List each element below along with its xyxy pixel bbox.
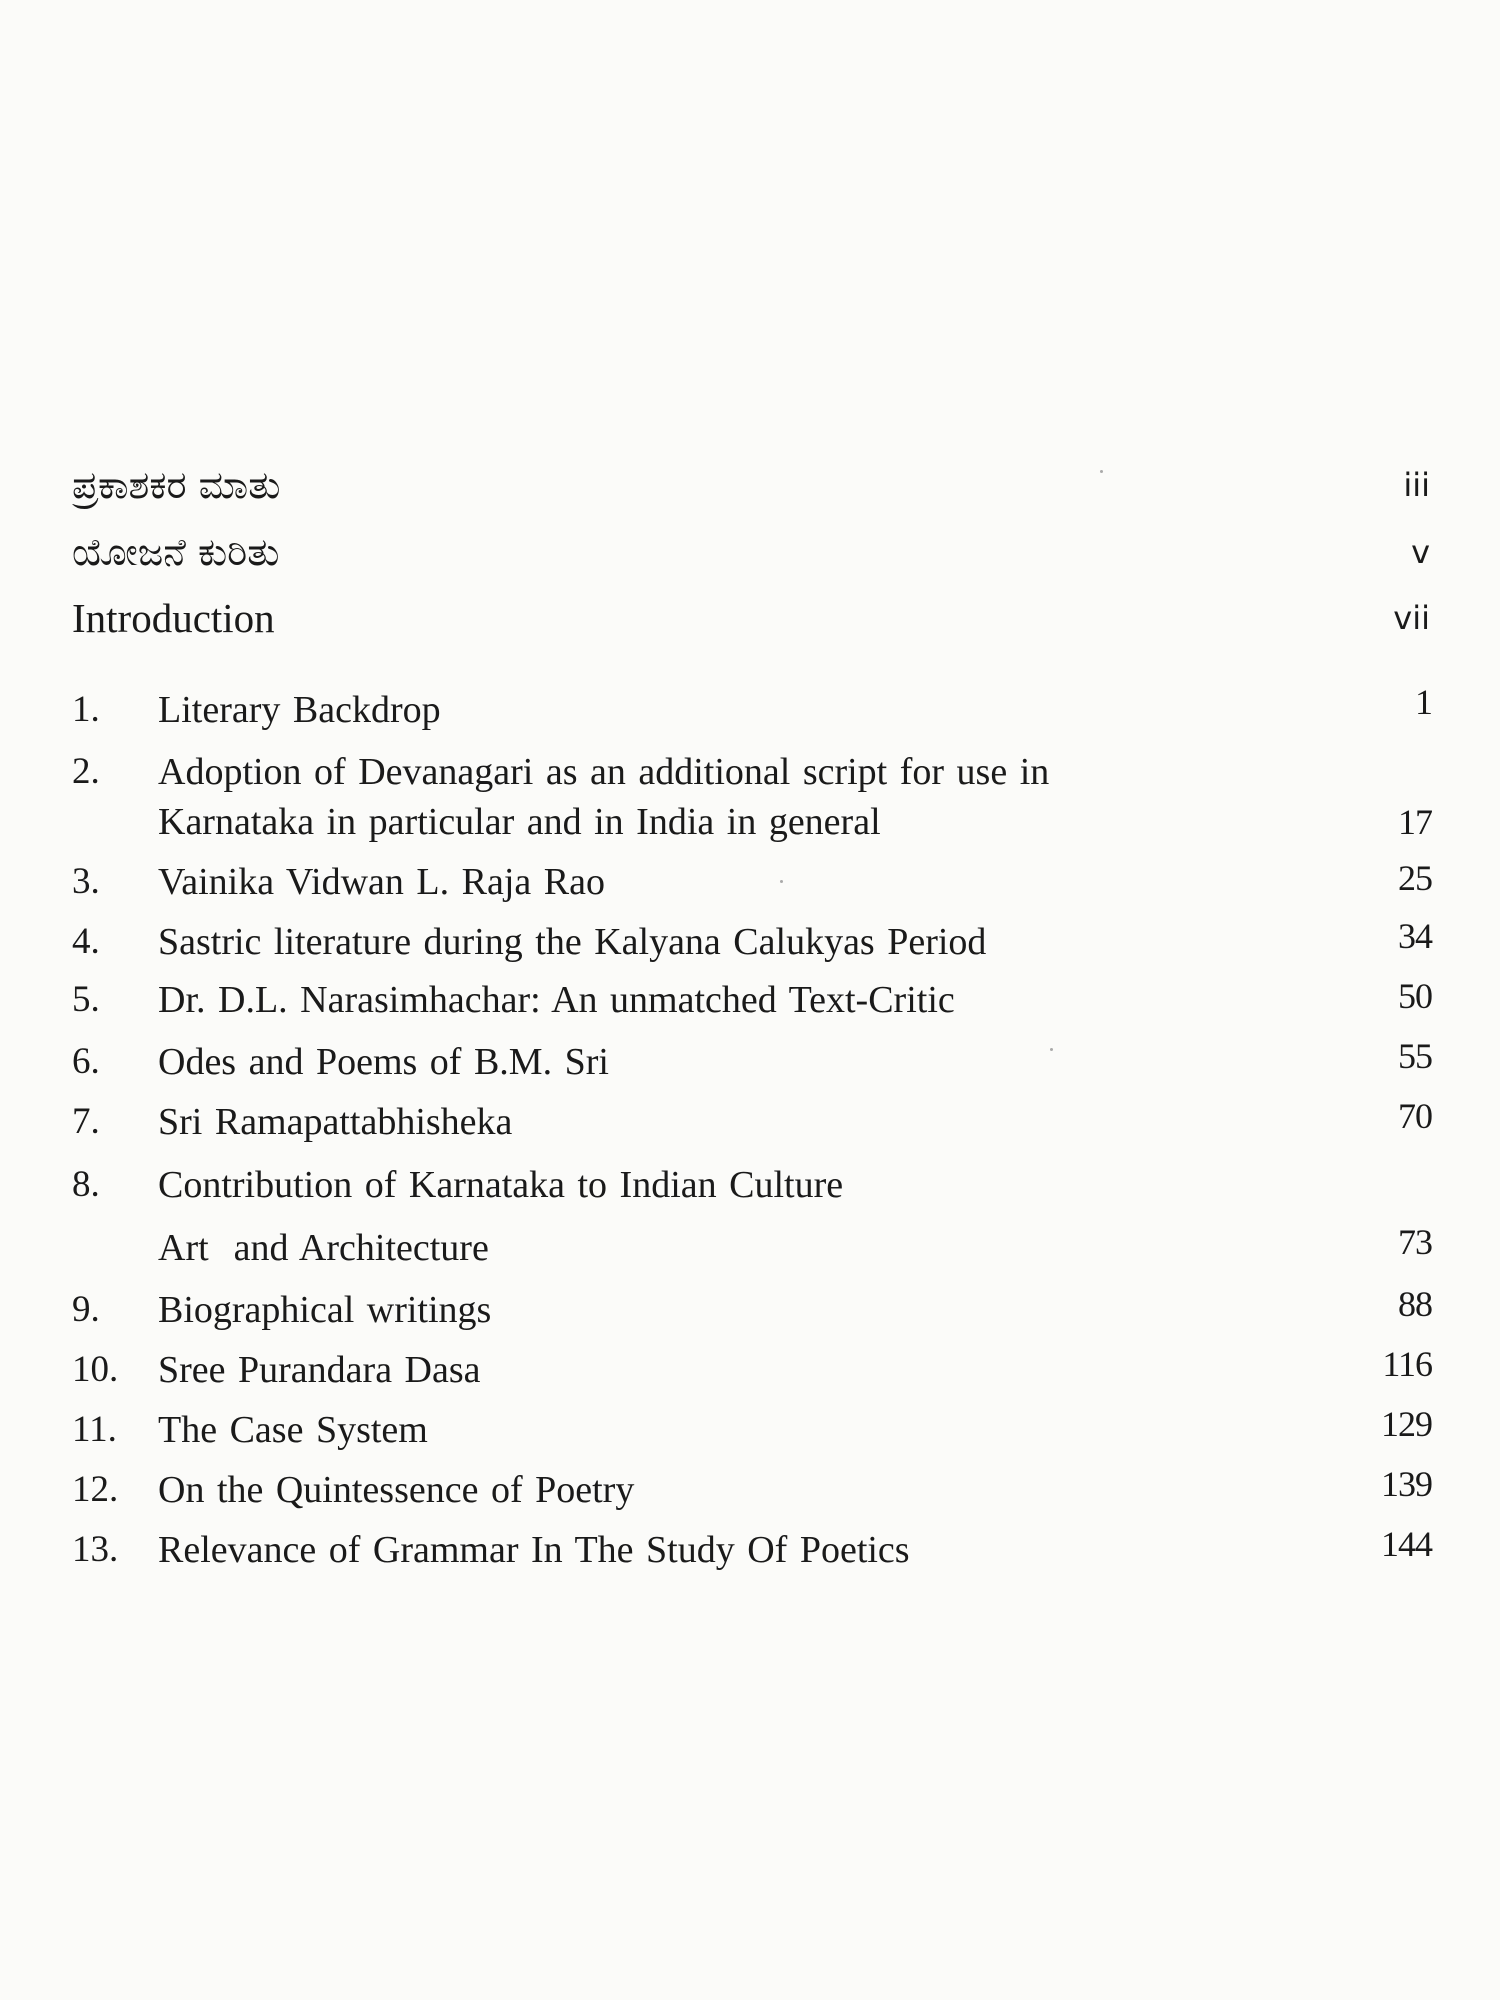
scan-speck xyxy=(780,880,783,883)
chapter-title: Vainika Vidwan L. Raja Rao xyxy=(158,861,605,903)
chapter-page: 55 xyxy=(1398,1036,1432,1076)
chapter-page: 129 xyxy=(1381,1404,1432,1444)
chapter-page: 70 xyxy=(1398,1096,1432,1136)
chapter-number: 5. xyxy=(72,979,100,1020)
front-matter-row xyxy=(0,455,1500,515)
chapter-row xyxy=(0,1032,1500,1092)
chapter-row xyxy=(0,852,1500,912)
chapter-title: Contribution of Karnataka to Indian Culture xyxy=(158,1164,844,1206)
chapter-page: 116 xyxy=(1382,1344,1432,1384)
chapter-number: 3. xyxy=(72,861,100,902)
chapter-number: 1. xyxy=(72,689,100,730)
front-matter-page: vii xyxy=(1393,599,1430,637)
chapter-title: Sastric literature during the Kalyana Calukyas Period xyxy=(158,921,987,963)
scan-speck xyxy=(1100,470,1103,473)
chapter-number: 11. xyxy=(72,1409,117,1450)
chapter-page: 139 xyxy=(1381,1464,1432,1504)
chapter-page: 1 xyxy=(1415,682,1432,722)
chapter-number: 6. xyxy=(72,1041,100,1082)
chapter-row xyxy=(0,1520,1500,1580)
chapter-title: Dr. D.L. Narasimhachar: An unmatched Text-Critic xyxy=(158,979,955,1021)
front-matter-page: v xyxy=(1411,533,1430,571)
chapter-row xyxy=(0,1280,1500,1340)
chapter-row xyxy=(0,1340,1500,1400)
chapter-page: 50 xyxy=(1398,976,1432,1016)
chapter-page: 25 xyxy=(1398,858,1432,898)
chapter-row xyxy=(0,1092,1500,1152)
chapter-page: 88 xyxy=(1398,1284,1432,1324)
chapter-page: 73 xyxy=(1398,1222,1432,1262)
chapter-number: 4. xyxy=(72,921,100,962)
chapter-title: Sree Purandara Dasa xyxy=(158,1349,481,1391)
chapter-title: The Case System xyxy=(158,1409,428,1451)
chapter-title: Relevance of Grammar In The Study Of Poetics xyxy=(158,1529,910,1571)
front-matter-title: ಯೋಜನೆ ಕುರಿತು xyxy=(72,530,280,574)
chapter-number: 9. xyxy=(72,1289,100,1330)
front-matter-title: Introduction xyxy=(72,595,275,641)
chapter-number: 8. xyxy=(72,1164,100,1205)
chapter-row xyxy=(0,1155,1500,1215)
chapter-title: Literary Backdrop xyxy=(158,689,441,731)
chapter-row xyxy=(0,1460,1500,1520)
chapter-row xyxy=(0,680,1500,740)
front-matter-row xyxy=(0,522,1500,582)
chapter-number: 10. xyxy=(72,1349,119,1390)
chapter-row xyxy=(0,1400,1500,1460)
chapter-title: On the Quintessence of Poetry xyxy=(158,1469,635,1511)
chapter-title: Biographical writings xyxy=(158,1289,492,1331)
chapter-title: Adoption of Devanagari as an additional script for use in xyxy=(158,751,1050,793)
chapter-title: Odes and Poems of B.M. Sri xyxy=(158,1041,609,1083)
chapter-page: 34 xyxy=(1398,916,1432,956)
chapter-page: 144 xyxy=(1381,1524,1432,1564)
chapter-number: 13. xyxy=(72,1529,119,1570)
chapter-number: 2. xyxy=(72,751,100,792)
chapter-row xyxy=(0,970,1500,1030)
front-matter-row xyxy=(0,588,1500,648)
scan-speck xyxy=(1050,1048,1053,1051)
chapter-title-continued: Art and Architecture xyxy=(158,1227,489,1269)
chapter-row-continuation xyxy=(0,792,1500,852)
chapter-row-continuation xyxy=(0,1218,1500,1278)
chapter-page: 17 xyxy=(1398,802,1432,842)
chapter-title-continued: Karnataka in particular and in India in general xyxy=(158,801,881,843)
front-matter-page: iii xyxy=(1403,466,1430,504)
front-matter-title: ಪ್ರಕಾಶಕರ ಮಾತು xyxy=(72,463,281,507)
chapter-number: 12. xyxy=(72,1469,119,1510)
chapter-title: Sri Ramapattabhisheka xyxy=(158,1101,513,1143)
chapter-number: 7. xyxy=(72,1101,100,1142)
chapter-row xyxy=(0,912,1500,972)
